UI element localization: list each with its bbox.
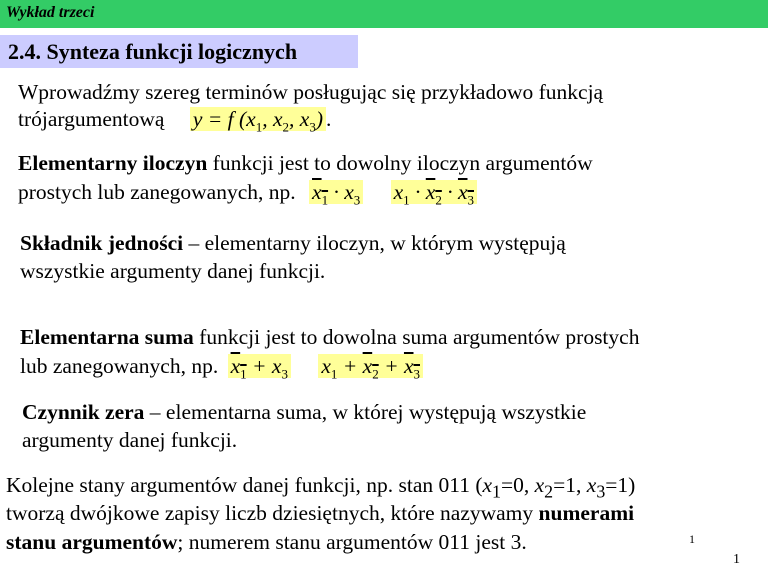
elementary-sum-def: funkcji jest to dowolna suma argumentów prostych	[199, 325, 640, 349]
lecture-label: Wykład trzeci	[6, 4, 95, 21]
unit-component-def: – elementarny iloczyn, w którym występują	[188, 231, 566, 255]
unit-component-term: Składnik jedności	[20, 231, 184, 255]
elementary-sum-line-2	[20, 353, 423, 387]
states-line-3	[6, 529, 527, 555]
slide-number-small: 1	[689, 532, 695, 546]
product-example-2: $x_1 \cdot x_2 \cdot x_3$	[391, 180, 477, 204]
intro-line-2-text: trójargumentową	[18, 107, 165, 131]
sum-example-2: $x_1 + x_2 + x_3$	[318, 354, 423, 378]
product-example-1: $x_1 \cdot x_3$	[309, 180, 363, 204]
zero-factor-def: – elementarna suma, w której występują wszystkie	[149, 400, 587, 424]
zero-factor-line-1	[22, 399, 586, 425]
states-line-1: Kolejne stany argumentów danej funkcji, np. stan 011 ($x_1=0$, $x_2=1$, $x_3=1$)	[6, 473, 636, 502]
elementary-sum-line-1	[20, 324, 639, 350]
intro-dot: .	[325, 107, 332, 131]
states-line-2-text: tworzą dwójkowe zapisy liczb dziesiętnych, które nazywamy	[6, 501, 534, 525]
page-number: 1	[733, 552, 740, 567]
function-formula: y = f ($x_1$, $x_2$, $x_3$)	[190, 107, 326, 131]
states-line-2	[6, 500, 634, 526]
states-term-numbers: numerami	[538, 501, 635, 525]
intro-line-1: Wprowadźmy szereg terminów posługując się przykładowo funkcją	[18, 80, 604, 104]
unit-component-line-1	[20, 230, 566, 256]
elementary-sum-term: Elementarna suma	[20, 325, 194, 349]
states-line-3-text: ; numerem stanu argumentów 011 jest 3.	[177, 530, 527, 554]
section-title-box	[0, 35, 358, 68]
elementary-product-line-2-text: prostych lub zanegowanych, np.	[18, 180, 296, 204]
elementary-product-term: Elementarny iloczyn	[18, 151, 208, 175]
states-term-args: stanu argumentów	[6, 530, 178, 554]
zero-factor-line-2: argumenty danej funkcji.	[22, 428, 238, 452]
sum-example-1: $x_1 + x_3$	[228, 354, 291, 378]
intro-line-2	[18, 106, 331, 140]
elementary-sum-line-2-text: lub zanegowanych, np.	[20, 354, 219, 378]
zero-factor-term: Czynnik zera	[22, 400, 145, 424]
elementary-product-def: funkcji jest to dowolny iloczyn argumentów	[212, 151, 593, 175]
header-bar	[0, 0, 768, 28]
section-title: 2.4. Synteza funkcji logicznych	[8, 39, 298, 64]
elementary-product-line-1	[18, 150, 593, 176]
elementary-product-line-2	[18, 179, 477, 213]
unit-component-line-2: wszystkie argumenty danej funkcji.	[20, 259, 326, 283]
